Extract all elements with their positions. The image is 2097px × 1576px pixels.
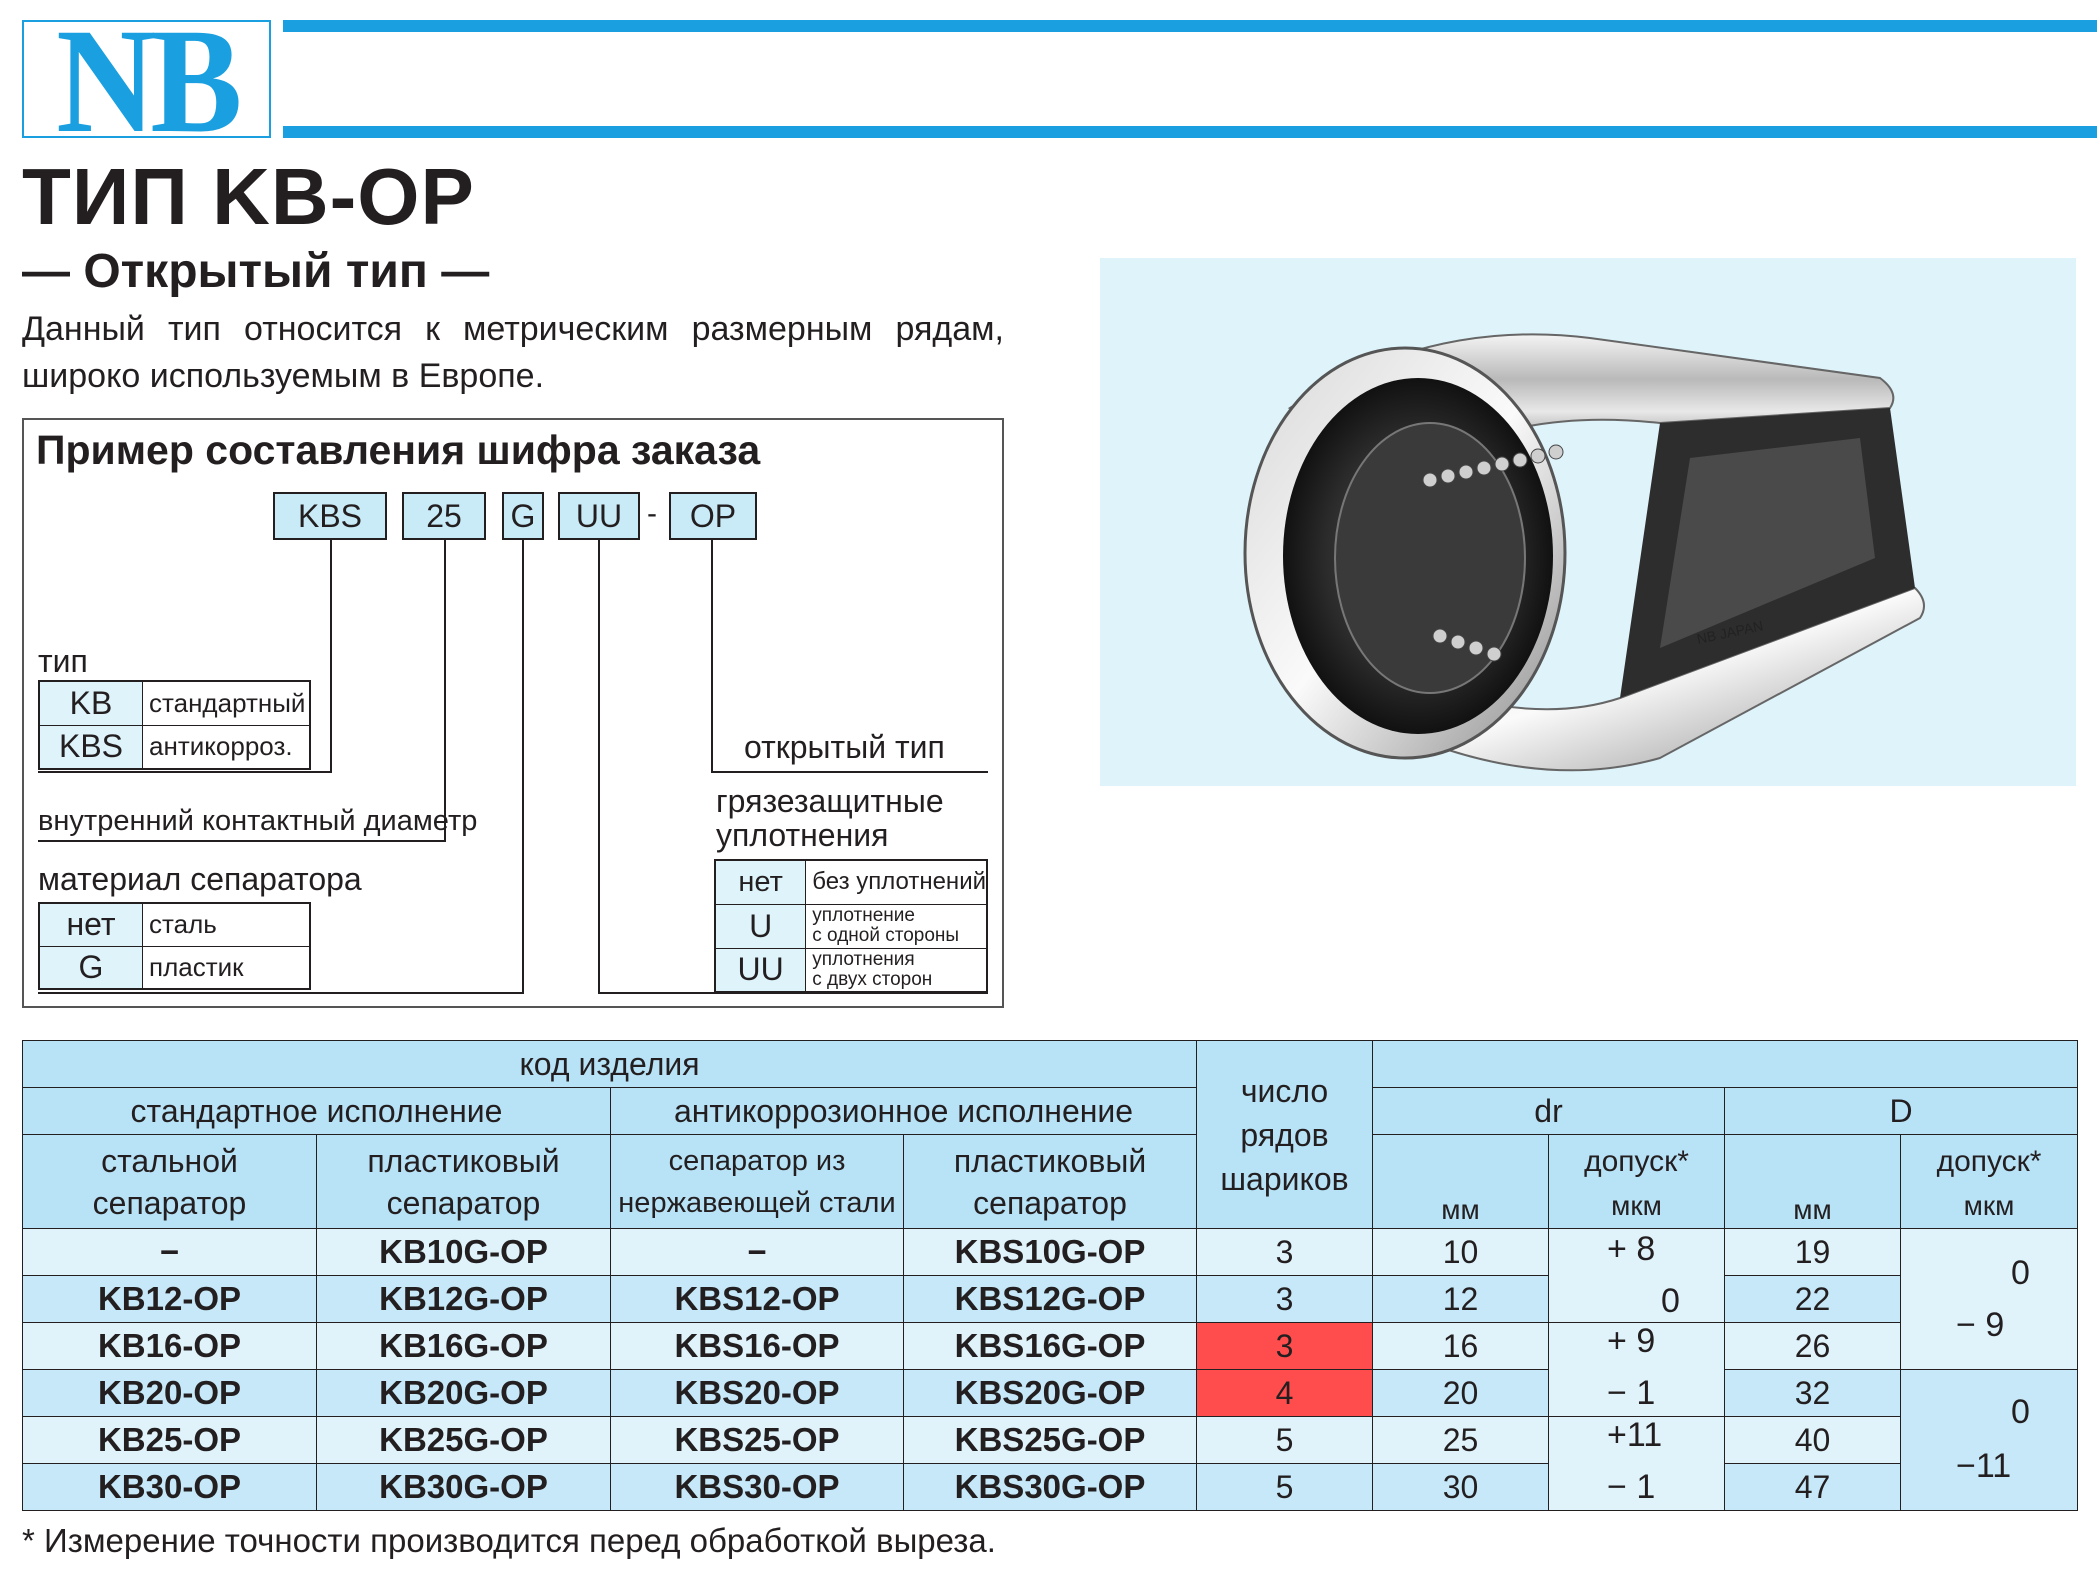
code-seals: UU — [558, 492, 640, 540]
header-ball-rows-line3: шариков — [1220, 1160, 1349, 1197]
cell-dr: 16 — [1373, 1323, 1549, 1370]
cell-D: 26 — [1725, 1323, 1901, 1370]
cell-kbs: KBS30-OP — [611, 1464, 904, 1511]
nb-logo — [22, 0, 271, 164]
header-steel-cage — [23, 1135, 317, 1229]
header-anticorrosion: антикоррозионное исполнение — [611, 1088, 1197, 1135]
cell-ball-rows-highlighted: 3 — [1197, 1323, 1373, 1370]
header-stainless-cage-line1: сепаратор из — [668, 1144, 846, 1177]
dr-tol-2-lower: − 1 — [1607, 1374, 1656, 1412]
cell-kb: KB30-OP — [23, 1464, 317, 1511]
code-diameter: 25 — [402, 492, 486, 540]
D-tolerance-group-1 — [1901, 1229, 2078, 1370]
cell-kb: KB25-OP — [23, 1417, 317, 1464]
cell-D: 19 — [1725, 1229, 1901, 1276]
connector-diameter-base — [38, 840, 446, 842]
seals-text-uu — [806, 948, 987, 992]
header-steel-cage-line2: сепаратор — [92, 1184, 247, 1221]
header-bar-top — [283, 20, 2097, 32]
cell-kbs: − — [611, 1229, 904, 1276]
cell-kbsg: KBS10G-OP — [904, 1229, 1197, 1276]
seals-code-uu: UU — [715, 948, 806, 992]
D-tol-2-lower: −11 — [1956, 1447, 2012, 1485]
code-open: OP — [669, 492, 757, 540]
cell-kbsg: KBS20G-OP — [904, 1370, 1197, 1417]
header-dr: dr — [1373, 1088, 1725, 1135]
header-D-tolerance — [1901, 1135, 2078, 1229]
cell-D: 32 — [1725, 1370, 1901, 1417]
cell-kbsg: KBS12G-OP — [904, 1276, 1197, 1323]
connector-seals — [598, 540, 600, 994]
dr-tolerance-group-2 — [1549, 1323, 1725, 1417]
header-ball-rows-line1: число — [1240, 1072, 1329, 1109]
seals-text-u-line2: с одной стороны — [812, 925, 960, 946]
type-text-kb: стандартный — [143, 681, 311, 725]
table-row — [23, 1464, 2078, 1511]
table-row — [23, 1417, 2078, 1464]
dr-tol-3-upper: +11 — [1607, 1416, 1663, 1454]
header-steel-cage-line1: стальной — [101, 1142, 238, 1179]
cell-dr: 10 — [1373, 1229, 1549, 1276]
header-standard: стандартное исполнение — [23, 1088, 611, 1135]
cell-kbg: KB12G-OP — [317, 1276, 611, 1323]
cell-ball-rows-highlighted: 4 — [1197, 1370, 1373, 1417]
header-plastic-cage-b-line2: сепаратор — [973, 1184, 1127, 1221]
D-tol-1-upper: 0 — [2011, 1254, 2030, 1292]
seals-text-none: без уплотнений — [806, 860, 987, 904]
spec-table — [22, 1040, 2078, 1511]
connector-open-base — [711, 771, 988, 773]
cell-kbg: KB16G-OP — [317, 1323, 611, 1370]
page-subtitle: — Открытый тип — — [22, 245, 490, 298]
cell-kb: KB20-OP — [23, 1370, 317, 1417]
cell-ball-rows: 5 — [1197, 1464, 1373, 1511]
code-cage: G — [502, 492, 544, 540]
cell-kbg: KB20G-OP — [317, 1370, 611, 1417]
seals-label-line2: уплотнения — [716, 817, 889, 853]
page-title: ТИП KB-OP — [22, 152, 475, 241]
connector-type-base — [38, 771, 332, 773]
cell-kbg: KB30G-OP — [317, 1464, 611, 1511]
table-row — [23, 1229, 2078, 1276]
open-type-label: открытый тип — [744, 729, 945, 765]
seals-code-none: нет — [715, 860, 806, 904]
header-dimensions-top — [1373, 1041, 2078, 1088]
header-stainless-cage — [611, 1135, 904, 1229]
header-ball-rows — [1197, 1041, 1373, 1229]
table-row — [23, 1323, 2078, 1370]
cell-ball-rows: 5 — [1197, 1417, 1373, 1464]
table-row — [23, 1276, 2078, 1323]
header-dr-mm: мм — [1373, 1135, 1549, 1229]
cell-ball-rows: 3 — [1197, 1229, 1373, 1276]
D-tol-1-lower: − 9 — [1956, 1306, 2005, 1344]
D-tol-2-upper: 0 — [2011, 1393, 2030, 1431]
header-plastic-cage-line1: пластиковый — [367, 1142, 560, 1179]
code-type: KBS — [273, 492, 387, 540]
cell-D: 47 — [1725, 1464, 1901, 1511]
seals-options — [714, 859, 988, 993]
seals-text-uu-line2: с двух сторон — [812, 968, 933, 990]
header-plastic-cage — [317, 1135, 611, 1229]
header-product-code: код изделия — [23, 1041, 1197, 1088]
cage-text-steel: сталь — [143, 903, 311, 946]
cell-dr: 20 — [1373, 1370, 1549, 1417]
type-text-kbs: антикорроз. — [143, 725, 311, 769]
header-plastic-cage-b — [904, 1135, 1197, 1229]
code-separator: - — [647, 497, 657, 530]
header-dr-tolerance — [1549, 1135, 1725, 1229]
cell-kb: KB16-OP — [23, 1323, 317, 1370]
description: Данный тип относится к метрическим размерным рядам, широко используемым в Европе. — [22, 310, 1004, 395]
cell-kbs: KBS25-OP — [611, 1417, 904, 1464]
type-options — [38, 680, 311, 770]
diameter-label: внутренний контактный диаметр — [38, 805, 478, 837]
type-code-kbs: KBS — [39, 725, 143, 769]
cell-dr: 25 — [1373, 1417, 1549, 1464]
header-bar-bottom — [283, 126, 2097, 138]
D-tolerance-group-2 — [1901, 1370, 2078, 1511]
header-ball-rows-line2: рядов — [1240, 1116, 1329, 1153]
footnote: * Измерение точности производится перед обработкой выреза. — [22, 1522, 996, 1559]
cage-options — [38, 902, 311, 990]
header-D-mm: мм — [1725, 1135, 1901, 1229]
cell-kb: KB12-OP — [23, 1276, 317, 1323]
logo-text: NB — [56, 0, 237, 164]
cage-text-plastic: пластик — [143, 946, 311, 989]
seals-code-u: U — [715, 904, 806, 948]
cell-kbsg: KBS25G-OP — [904, 1417, 1197, 1464]
header-dr-tolerance-label: допуск* — [1584, 1145, 1689, 1178]
header-D: D — [1725, 1088, 2078, 1135]
dr-tol-3-lower: − 1 — [1607, 1468, 1656, 1506]
bearing-illustration — [1100, 258, 2076, 786]
header-D-mkm: мкм — [1963, 1190, 2015, 1221]
product-photo — [1100, 258, 2076, 786]
cell-kbg: KB25G-OP — [317, 1417, 611, 1464]
connector-type — [330, 540, 332, 773]
connector-open — [711, 540, 713, 773]
type-label: тип — [38, 643, 88, 679]
header-stainless-cage-line2: нержавеющей стали — [618, 1186, 896, 1219]
connector-cage — [522, 540, 524, 994]
seals-text-uu-line1: уплотнения — [812, 948, 915, 970]
cage-code-none: нет — [39, 903, 143, 946]
cell-D: 22 — [1725, 1276, 1901, 1323]
dr-tol-1-lower: 0 — [1661, 1282, 1680, 1320]
header-plastic-cage-line2: сепаратор — [386, 1184, 541, 1221]
dr-tolerance-group-1 — [1549, 1229, 1725, 1323]
cell-kbs: KBS16-OP — [611, 1323, 904, 1370]
connector-cage-base — [38, 992, 524, 994]
dr-tol-1-upper: + 8 — [1607, 1230, 1656, 1268]
cell-kbs: KBS12-OP — [611, 1276, 904, 1323]
cell-D: 40 — [1725, 1417, 1901, 1464]
order-example-title: Пример составления шифра заказа — [36, 427, 761, 473]
cell-ball-rows: 3 — [1197, 1276, 1373, 1323]
seals-text-u — [806, 904, 987, 948]
header-D-tolerance-label: допуск* — [1936, 1145, 2042, 1178]
bearing-marking: NB JAPAN — [1695, 617, 1765, 647]
header-dr-mkm: мкм — [1611, 1190, 1662, 1221]
seals-text-u-line1: уплотнение — [812, 905, 915, 926]
cell-kbs: KBS20-OP — [611, 1370, 904, 1417]
cage-code-g: G — [39, 946, 143, 989]
cell-kbg: KB10G-OP — [317, 1229, 611, 1276]
cell-kbsg: KBS30G-OP — [904, 1464, 1197, 1511]
cell-dr: 30 — [1373, 1464, 1549, 1511]
header-plastic-cage-b-line1: пластиковый — [953, 1142, 1147, 1179]
dr-tol-2-upper: + 9 — [1607, 1322, 1656, 1360]
cell-dr: 12 — [1373, 1276, 1549, 1323]
table-row — [23, 1370, 2078, 1417]
cell-kb: − — [23, 1229, 317, 1276]
cell-kbsg: KBS16G-OP — [904, 1323, 1197, 1370]
dr-tolerance-group-3 — [1549, 1417, 1725, 1511]
connector-diameter — [444, 540, 446, 842]
cage-label: материал сепаратора — [38, 861, 362, 897]
seals-label-line1: грязезащитные — [716, 783, 944, 819]
type-code-kb: KB — [39, 681, 143, 725]
